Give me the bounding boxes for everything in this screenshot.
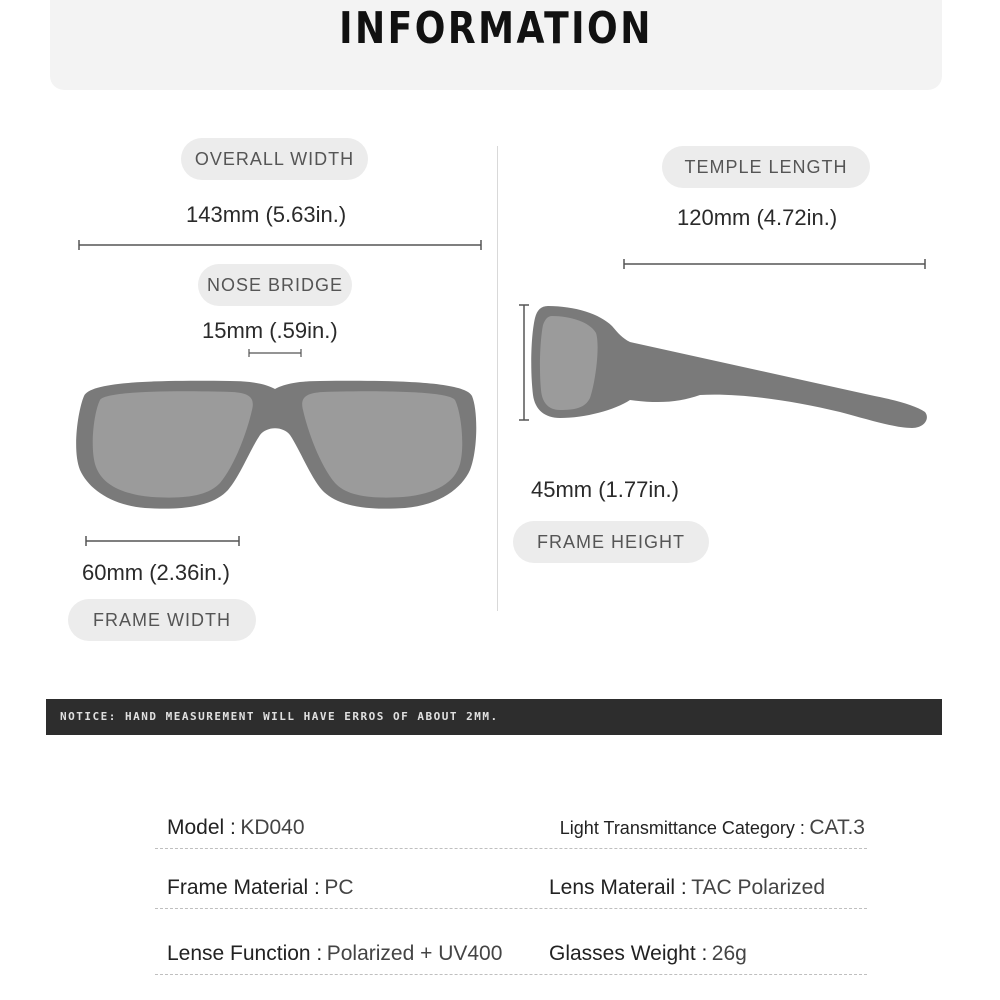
notice-text: NOTICE: HAND MEASUREMENT WILL HAVE ERROS OF ABOUT 2MM.: [60, 710, 499, 723]
spec-glasses-weight-label: Glasses Weight :: [549, 942, 708, 965]
temple-length-value: 120mm (4.72in.): [677, 205, 838, 230]
nose-bridge-dimension-line: [249, 349, 301, 357]
glasses-side-view: [531, 306, 927, 428]
temple-length-label: TEMPLE LENGTH: [662, 146, 870, 188]
nose-bridge-label: NOSE BRIDGE: [198, 264, 352, 306]
spec-lens-material-value: TAC Polarized: [691, 876, 826, 899]
spec-frame-material-label: Frame Material :: [167, 876, 320, 899]
temple-length-dimension-line: [624, 259, 925, 269]
spec-light-transmittance-value: CAT.3: [809, 816, 865, 839]
nose-bridge-value: 15mm (.59in.): [202, 318, 338, 343]
overall-width-value: 143mm (5.63in.): [186, 202, 347, 227]
spec-frame-material-value: PC: [324, 876, 354, 899]
spec-lense-function-label: Lense Function :: [167, 942, 323, 965]
overall-width-label: OVERALL WIDTH: [181, 138, 368, 180]
spec-glasses-weight-value: 26g: [711, 942, 747, 965]
spec-model-label: Model :: [167, 816, 236, 839]
spec-lense-function: [167, 942, 502, 966]
spec-lense-function-value: Polarized + UV400: [326, 942, 503, 965]
page-title: INFORMATION: [339, 3, 653, 54]
glasses-front-view: [76, 381, 476, 509]
spec-model: [167, 816, 305, 840]
overall-width-dimension-line: [79, 240, 481, 250]
spec-light-transmittance-label: Light Transmittance Category :: [559, 818, 805, 838]
spec-lens-material: [549, 876, 825, 900]
frame-width-label: FRAME WIDTH: [68, 599, 256, 641]
notice-bar: [46, 699, 942, 735]
frame-height-label: FRAME HEIGHT: [513, 521, 709, 563]
spec-row-2: [155, 850, 867, 909]
spec-row-3: [155, 916, 867, 975]
frame-width-value: 60mm (2.36in.): [82, 560, 230, 585]
frame-width-dimension-line: [86, 536, 239, 546]
frame-height-dimension-line: [519, 305, 529, 420]
spec-frame-material: [167, 876, 354, 900]
spec-row-1: [155, 790, 867, 849]
spec-light-transmittance: [560, 816, 865, 840]
spec-glasses-weight: [549, 942, 747, 966]
spec-model-value: KD040: [240, 816, 305, 839]
spec-lens-material-label: Lens Materail :: [549, 876, 687, 899]
frame-height-value: 45mm (1.77in.): [531, 477, 679, 502]
